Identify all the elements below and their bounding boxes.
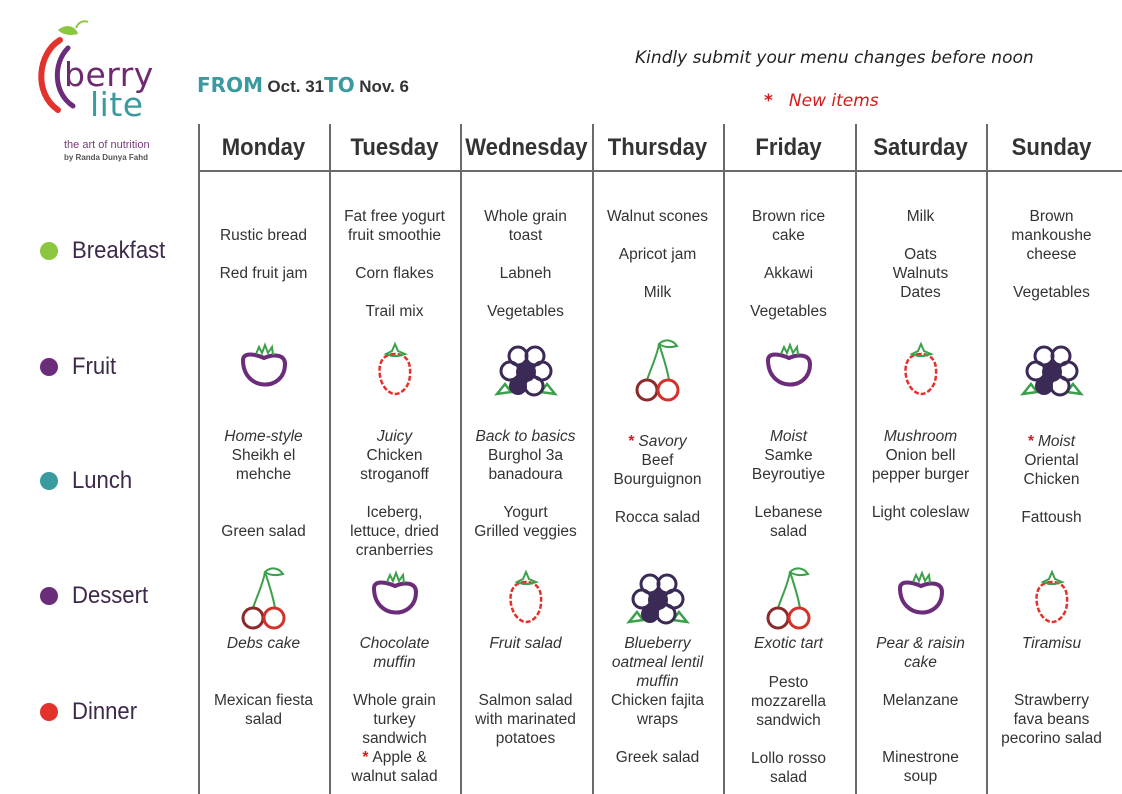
dessert-item: muffin <box>373 654 416 671</box>
menu-item: Trail mix <box>365 303 424 320</box>
menu-item: Dates <box>900 284 941 301</box>
dinner-cell <box>460 691 591 748</box>
dessert-dot-icon <box>40 587 58 605</box>
dish-title <box>855 427 986 446</box>
dish-title-text: Savory <box>638 433 687 450</box>
menu-item: Vegetables <box>750 303 827 320</box>
new-items-legend <box>764 91 879 111</box>
date-range <box>197 73 409 103</box>
menu-item: lettuce, dried <box>350 523 439 540</box>
new-star-marker: * <box>764 91 773 111</box>
day-wednesday: Wednesday <box>465 134 588 161</box>
new-star-marker: * <box>628 433 635 450</box>
menu-item: Iceberg, <box>366 504 423 521</box>
dinner-cell <box>198 691 329 729</box>
row-breakfast <box>40 236 173 266</box>
menu-item: Mexican fiesta <box>213 692 314 709</box>
menu-item <box>198 207 329 226</box>
breakfast-cell <box>198 207 329 283</box>
raspberry-icon <box>491 562 561 632</box>
dish-title-text: Juicy <box>376 428 413 445</box>
menu-item <box>329 245 460 264</box>
menu-item <box>986 264 1117 283</box>
menu-item: mozzarella <box>751 693 826 710</box>
blueberry-icon <box>491 334 561 404</box>
menu-item: Chicken <box>366 447 423 464</box>
dessert-cell <box>986 634 1117 653</box>
menu-item: Oriental <box>1024 452 1079 469</box>
dinner-cell <box>592 691 723 767</box>
menu-item: Salmon salad <box>478 692 573 709</box>
header-divider <box>198 170 1122 172</box>
menu-item <box>855 226 986 245</box>
breakfast-cell <box>329 207 460 321</box>
dessert-cell <box>723 634 854 653</box>
dessert-item: Fruit salad <box>489 635 562 652</box>
dish-title-text: Moist <box>769 428 808 445</box>
dish-title-text: Moist <box>1038 433 1076 450</box>
menu-item: Whole grain <box>353 692 436 709</box>
cherry-icon <box>754 562 824 632</box>
menu-item: Bourguignon <box>613 471 702 488</box>
menu-item: Labneh <box>499 265 552 282</box>
menu-item: Burghol 3a <box>488 447 563 464</box>
menu-item: with marinated <box>475 711 576 728</box>
dish-title-text: Home-style <box>224 428 303 445</box>
menu-item: Walnuts <box>892 265 949 282</box>
menu-item: Akkawi <box>763 265 814 282</box>
dessert-item: Exotic tart <box>754 635 823 652</box>
breakfast-cell <box>723 207 854 321</box>
menu-item: Greek salad <box>615 749 700 766</box>
dessert-item: cake <box>904 654 937 671</box>
day-saturday: Saturday <box>873 134 968 161</box>
menu-item: fruit smoothie <box>347 227 442 244</box>
lunch-cell <box>329 427 460 560</box>
dish-title <box>986 432 1117 451</box>
to-date: Nov. 6 <box>359 77 409 96</box>
menu-item: Milk <box>643 284 672 301</box>
dessert-item: Pear & raisin <box>876 635 965 652</box>
blueberry-icon <box>1017 334 1087 404</box>
dish-title <box>460 427 591 446</box>
raspberry-icon <box>1017 562 1087 632</box>
menu-item <box>592 226 723 245</box>
menu-item: Pesto <box>768 674 809 691</box>
menu-item <box>986 489 1117 508</box>
menu-item: cheese <box>1026 246 1077 263</box>
menu-item: Vegetables <box>1013 284 1090 301</box>
lunch-dot-icon <box>40 472 58 490</box>
dessert-item: Chocolate <box>359 635 430 652</box>
menu-item: Oats <box>904 246 937 263</box>
dessert-cell <box>592 634 723 691</box>
menu-item: soup <box>903 768 938 785</box>
row-label-dinner: Dinner <box>72 698 138 725</box>
menu-item: Milk <box>906 208 935 225</box>
menu-item: toast <box>508 227 543 244</box>
menu-item: Chicken fajita <box>610 692 705 709</box>
menu-item: Onion bell <box>885 447 956 464</box>
menu-item <box>855 710 986 729</box>
menu-item: Beyroutiye <box>751 466 826 483</box>
dish-title <box>198 427 329 446</box>
dish-title <box>723 427 854 446</box>
menu-item: salad <box>244 711 283 728</box>
menu-item: Fat free yogurt <box>344 208 445 225</box>
dinner-cell <box>723 673 854 787</box>
menu-item: Apricot jam <box>618 246 697 263</box>
new-item-text: Apple & <box>372 749 427 766</box>
menu-item: Rocca salad <box>614 509 701 526</box>
row-label-dessert: Dessert <box>72 582 149 609</box>
menu-item: turkey <box>373 711 416 728</box>
breakfast-cell <box>460 207 591 321</box>
breakfast-cell <box>855 207 986 302</box>
menu-item <box>198 503 329 522</box>
menu-item <box>460 245 591 264</box>
cherry-icon <box>229 562 299 632</box>
dish-title-text: Mushroom <box>883 428 958 445</box>
dessert-cell <box>329 634 460 672</box>
row-dessert <box>40 581 155 611</box>
menu-item: Strawberry <box>1014 692 1089 709</box>
new-menu-item <box>329 748 460 767</box>
menu-item: Lollo rosso <box>751 750 826 767</box>
menu-item <box>329 484 460 503</box>
day-thursday: Thursday <box>607 134 708 161</box>
new-items-label: New items <box>788 91 879 111</box>
row-fruit <box>40 352 120 382</box>
menu-item <box>460 484 591 503</box>
new-star-marker: * <box>1027 433 1034 450</box>
submission-note: Kindly submit your menu changes before noon <box>635 48 1034 68</box>
dinner-cell <box>329 691 460 786</box>
menu-item: pepper burger <box>871 466 970 483</box>
dinner-cell <box>986 691 1117 748</box>
menu-item: Light coleslaw <box>871 504 970 521</box>
dessert-item: Tiramisu <box>1021 635 1082 652</box>
plum-icon <box>754 334 824 404</box>
raspberry-icon <box>886 334 956 404</box>
menu-item: Walnut scones <box>606 208 709 225</box>
menu-item: Red fruit jam <box>219 265 308 282</box>
day-sunday: Sunday <box>1011 134 1092 161</box>
menu-item: sandwich <box>756 712 821 729</box>
menu-item: wraps <box>636 711 679 728</box>
menu-item <box>460 283 591 302</box>
day-monday: Monday <box>221 134 306 161</box>
menu-item: Minestrone <box>882 749 959 766</box>
dessert-item: muffin <box>636 673 679 690</box>
lunch-cell <box>198 427 329 541</box>
plum-icon <box>886 562 956 632</box>
menu-item: stroganoff <box>360 466 429 483</box>
logo-byline: by Randa Dunya Fahd <box>64 153 149 162</box>
menu-item <box>198 245 329 264</box>
menu-item: banadoura <box>488 466 563 483</box>
dessert-item: Blueberry <box>624 635 691 652</box>
day-tuesday: Tuesday <box>350 134 439 161</box>
dish-title <box>592 432 723 451</box>
lunch-cell <box>855 427 986 522</box>
menu-item: Melanzane <box>882 692 959 709</box>
fruit-dot-icon <box>40 358 58 376</box>
menu-item <box>723 484 854 503</box>
dessert-item: Debs cake <box>226 635 301 652</box>
menu-item: fava beans <box>1013 711 1090 728</box>
row-label-fruit: Fruit <box>72 353 117 380</box>
menu-item: Green salad <box>221 523 306 540</box>
logo-tagline: the art of nutrition <box>64 139 150 151</box>
blueberry-icon <box>623 562 693 632</box>
menu-item <box>198 484 329 503</box>
menu-item: Yogurt <box>503 504 548 521</box>
menu-item: sandwich <box>362 730 427 747</box>
menu-item: Grilled veggies <box>474 523 577 540</box>
day-friday: Friday <box>755 134 822 161</box>
lunch-cell <box>723 427 854 541</box>
menu-item: cranberries <box>355 542 434 559</box>
menu-item <box>723 730 854 749</box>
new-menu-item-cont: walnut salad <box>351 768 438 785</box>
plum-icon <box>229 334 299 404</box>
dessert-cell <box>855 634 986 672</box>
menu-item: Lebanese <box>754 504 823 521</box>
menu-item <box>329 283 460 302</box>
menu-item: salad <box>769 769 808 786</box>
menu-item: Corn flakes <box>355 265 434 282</box>
berrylite-logo <box>28 18 178 168</box>
menu-item: cake <box>772 227 805 244</box>
menu-item: Fattoush <box>1021 509 1082 526</box>
menu-item: pecorino salad <box>1001 730 1102 747</box>
cherry-icon <box>623 334 693 404</box>
raspberry-icon <box>360 334 430 404</box>
menu-item: mehche <box>235 466 292 483</box>
menu-item: Brown rice <box>751 208 826 225</box>
breakfast-dot-icon <box>40 242 58 260</box>
breakfast-cell <box>986 207 1117 302</box>
logo-wordmark-top: berry <box>64 55 154 94</box>
lunch-cell <box>592 432 723 527</box>
row-label-lunch: Lunch <box>72 467 133 494</box>
menu-item: Whole grain <box>484 208 567 225</box>
menu-item <box>855 484 986 503</box>
lunch-cell <box>460 427 591 541</box>
menu-item <box>723 283 854 302</box>
dinner-cell <box>855 691 986 786</box>
lunch-cell <box>986 432 1117 527</box>
menu-item: Brown <box>1029 208 1074 225</box>
menu-item: potatoes <box>495 730 556 747</box>
menu-item: Samke <box>764 447 813 464</box>
dessert-cell <box>460 634 591 653</box>
row-label-breakfast: Breakfast <box>72 237 166 264</box>
menu-item <box>592 489 723 508</box>
breakfast-cell <box>592 207 723 302</box>
from-label: FROM <box>197 73 263 97</box>
menu-item <box>855 729 986 748</box>
dinner-dot-icon <box>40 703 58 721</box>
menu-item: Chicken <box>1023 471 1080 488</box>
dessert-item: oatmeal lentil <box>611 654 704 671</box>
menu-item: Rustic bread <box>219 227 307 244</box>
menu-item: Sheikh el <box>231 447 296 464</box>
from-date: Oct. 31 <box>267 77 325 96</box>
menu-item: mankoushe <box>1011 227 1092 244</box>
dish-title <box>329 427 460 446</box>
row-lunch <box>40 466 137 496</box>
menu-item <box>723 245 854 264</box>
dessert-cell <box>198 634 329 653</box>
menu-item: salad <box>769 523 808 540</box>
dish-title-text: Back to basics <box>475 428 576 445</box>
logo-wordmark-bottom: lite <box>90 85 144 124</box>
to-label: TO <box>324 73 355 97</box>
menu-item <box>592 729 723 748</box>
menu-item <box>592 264 723 283</box>
plum-icon <box>360 562 430 632</box>
row-dinner <box>40 697 143 727</box>
menu-item: Beef <box>641 452 674 469</box>
new-star-marker: * <box>362 749 369 766</box>
menu-item: Vegetables <box>487 303 564 320</box>
